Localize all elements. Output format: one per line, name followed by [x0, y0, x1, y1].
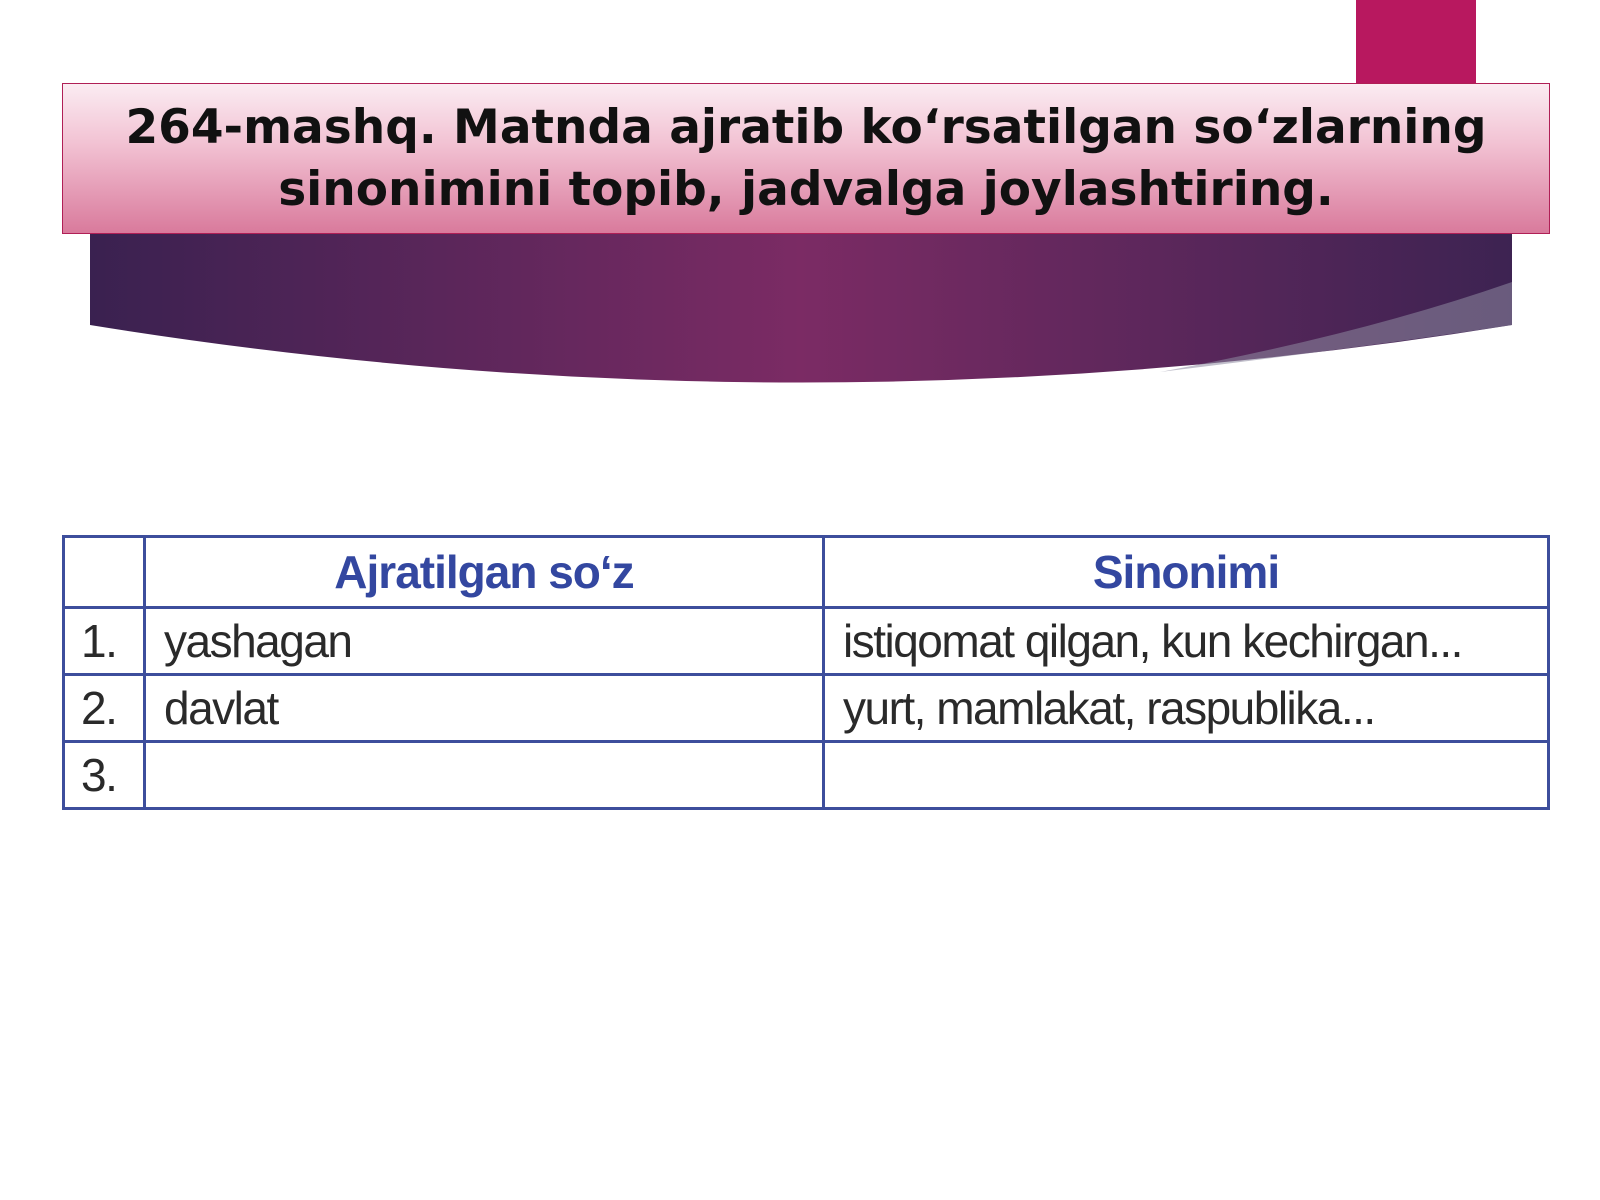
title-box: [62, 83, 1550, 234]
header-number: [64, 537, 145, 608]
row-synonym: yurt, mamlakat, raspublika...: [824, 675, 1549, 742]
title-line-2: sinonimini topib, jadvalga joylashtiring.: [278, 161, 1334, 217]
row-word: davlat: [145, 675, 824, 742]
table-row: [64, 608, 1549, 675]
header-synonym: Sinonimi: [824, 537, 1549, 608]
row-number: 2.: [64, 675, 145, 742]
header-selected-word: Ajratilgan so‘z: [145, 537, 824, 608]
row-synonym: istiqomat qilgan, kun kechirgan...: [824, 608, 1549, 675]
table-row: [64, 675, 1549, 742]
row-synonym: [824, 742, 1549, 809]
row-word: yashagan: [145, 608, 824, 675]
synonym-table: [62, 535, 1550, 810]
row-word: [145, 742, 824, 809]
row-number: 1.: [64, 608, 145, 675]
table-row: [64, 742, 1549, 809]
row-number: 3.: [64, 742, 145, 809]
table-header-row: [64, 537, 1549, 608]
title-line-1: 264-mashq. Matnda ajratib ko‘rsatilgan so‘zlarning: [125, 99, 1487, 155]
